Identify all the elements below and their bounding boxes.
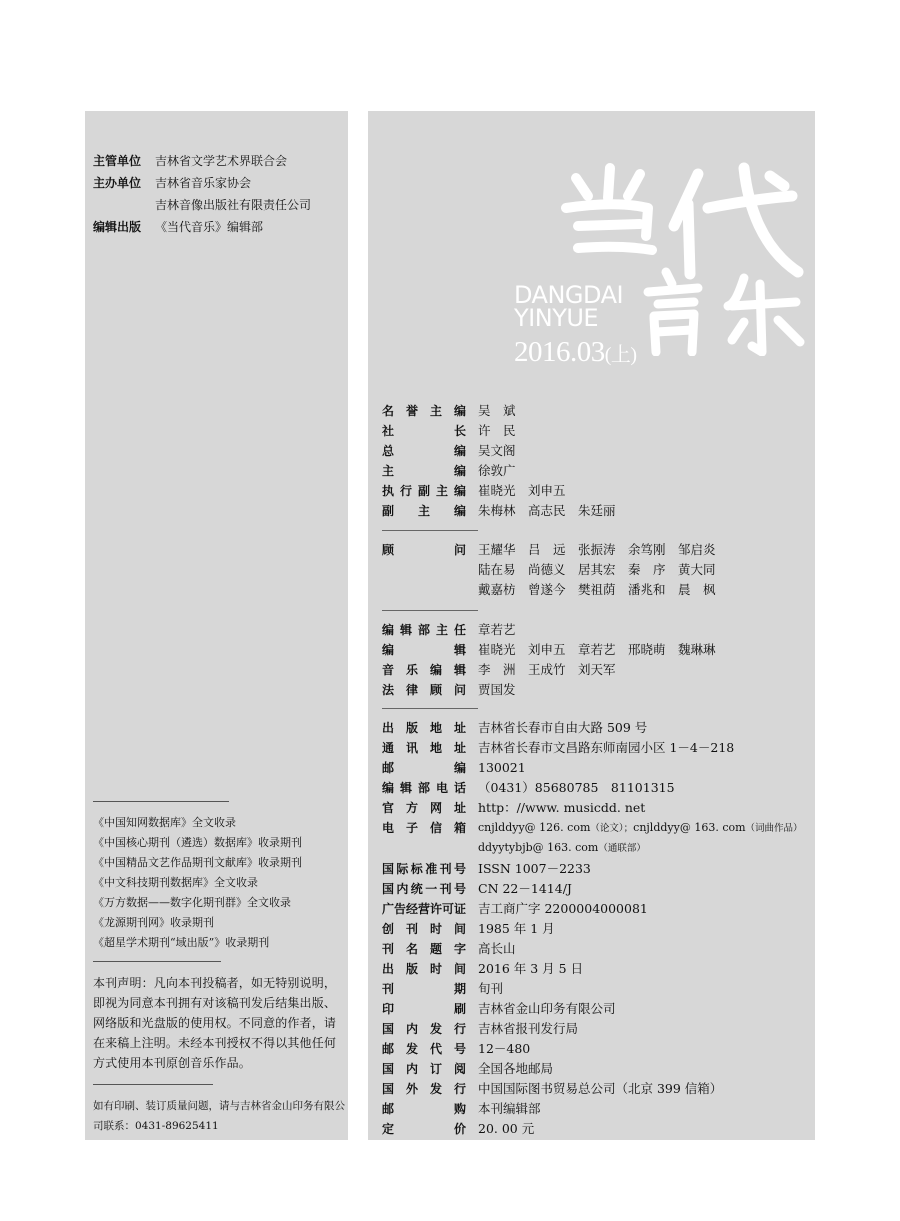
credit-value: ISSN 1007－2233 [478,861,591,876]
credit-value: 1985 年 1 月 [478,921,555,936]
credit-label: 社长 [382,424,466,438]
credit-value: 吴文阁 [478,443,516,458]
credit-value: 徐敦广 [478,463,516,478]
indexing-item: 《中国精品文艺作品期刊文献库》收录期刊 [93,856,302,869]
divider [382,610,478,611]
credit-label: 出版时间 [382,962,466,976]
credit-value: 20. 00 元 [478,1121,535,1136]
publisher-row [93,175,251,191]
credit-value: 吉林省长春市文昌路东师南园小区 1－4－218 [478,740,735,755]
credit-value: 章若艺 [478,622,516,637]
credit-label: 法律顾问 [382,683,466,697]
credit-label: 国际标准刊号 [382,862,466,876]
credit-value: 旬刊 [478,981,504,996]
masthead-panel [368,111,815,1140]
credit-value: 130021 [478,760,526,775]
credit-label: 邮购 [382,1102,466,1116]
email-link[interactable]: ddyytybjb@ 163. com [478,841,599,854]
credit-value: 许 民 [478,423,516,438]
advisor-line: 陆在易 尚德义 居其宏 秦 序 黄大同 [478,562,716,577]
credit-label: 定价 [382,1122,466,1136]
credit-value: 朱梅林 高志民 朱廷丽 [478,503,616,518]
credit-label: 编辑部主任 [382,623,466,637]
credit-label: 出版地址 [382,721,466,735]
credit-value: 吉工商广字 2200004000081 [478,901,648,916]
indexing-list [93,813,343,953]
email-note: （通联部） [598,843,646,854]
divider [93,801,229,802]
credit-label: 国外发行 [382,1082,466,1096]
credit-value: 吉林省金山印务有限公司 [478,1001,616,1016]
issue-date: 2016.03 [514,336,605,368]
indexing-item: 《中国知网数据库》全文收录 [93,816,236,829]
email-values [478,838,646,859]
credit-label: 编辑 [382,643,466,657]
email-note: （论文）； [590,823,634,834]
email-link[interactable]: cnjlddyy@ 163. com [633,821,746,834]
credit-label: 执行副主编 [382,484,466,498]
credit-label: 官方网址 [382,801,466,815]
credit-value: 高长山 [478,941,516,956]
credit-label: 创刊时间 [382,922,466,936]
credit-label: 国内订阅 [382,1062,466,1076]
credit-label: 编辑部电话 [382,781,466,795]
credit-value: 吴 斌 [478,403,516,418]
credit-label: 印刷 [382,1002,466,1016]
credit-value: 贾国发 [478,682,516,697]
indexing-item: 《中国核心期刊（遴选）数据库》收录期刊 [93,836,302,849]
credit-value: （0431）85680785 81101315 [478,780,675,795]
credit-value: 崔晓光 刘申五 [478,483,566,498]
credit-value: 吉林省长春市自由大路 509 号 [478,720,648,735]
publisher-value: 吉林省音乐家协会 [155,176,252,190]
email-link[interactable]: cnjlddyy@ 126. com [478,821,591,834]
indexing-item: 《万方数据——数字化期刊群》全文收录 [93,896,291,909]
publisher-row [93,197,311,213]
credit-label: 音乐编辑 [382,663,466,677]
publisher-row [93,219,263,235]
publisher-label: 主办单位 [93,176,142,190]
credit-value: 吉林省报刊发行局 [478,1021,579,1036]
credit-label: 刊期 [382,982,466,996]
email-note: （词曲作品） [745,823,803,834]
indexing-item: 《中文科技期刊数据库》全文收录 [93,876,258,889]
divider [382,708,478,709]
credit-label: 通讯地址 [382,741,466,755]
divider [93,1084,213,1085]
website-link[interactable]: http：//www. musicdd. net [478,800,646,815]
credit-value: 12－480 [478,1041,531,1056]
credit-value: 全国各地邮局 [478,1061,554,1076]
credit-label: 邮发代号 [382,1042,466,1056]
email-values [478,818,803,839]
print-quality-note: 如有印刷、装订质量问题，请与吉林省金山印务有限公司联系：0431-89625411 [93,1100,345,1132]
indexing-item: 《超星学术期刊“域出版”》收录期刊 [93,936,270,949]
credit-value: 2016 年 3 月 5 日 [478,961,584,976]
credit-label: 邮编 [382,761,466,775]
publisher-label: 编辑出版 [93,220,142,234]
copyright-statement: 本刊声明：凡向本刊投稿者，如无特别说明，即视为同意本刊拥有对该稿刊发后结集出版、网络版和光盘版的使用权。不同意的作者，请在来稿上注明。未经本刊授权不得以其他任何方式使用本刊原创音乐作品。 [93,976,337,1070]
credit-value: 崔晓光 刘申五 章若艺 邢晓萌 魏琳琳 [478,642,716,657]
credit-label: 国内发行 [382,1022,466,1036]
credit-value: CN 22－1414/J [478,881,572,896]
issue-suffix: (上) [604,344,637,366]
divider [382,530,478,531]
publisher-row [93,153,287,169]
divider [93,961,221,962]
publisher-value: 吉林音像出版社有限责任公司 [155,198,312,212]
masthead-latin-line2: YINYUE [514,304,599,332]
credit-label: 名誉主编 [382,404,466,418]
publisher-label: 主管单位 [93,154,142,168]
credit-label: 主编 [382,464,466,478]
credit-value: 李 洲 王成竹 刘天军 [478,662,616,677]
credit-label: 总编 [382,444,466,458]
advisor-line: 戴嘉枋 曾遂今 樊祖荫 潘兆和 晨 枫 [478,582,716,597]
credit-label: 广告经营许可证 [382,902,467,916]
indexing-item: 《龙源期刊网》收录期刊 [93,916,214,929]
issue-number [514,336,637,369]
credit-label: 刊名题字 [382,942,466,956]
credit-label: 副主编 [382,504,466,518]
credit-value: 本刊编辑部 [478,1101,541,1116]
advisor-line: 王耀华 吕 远 张振涛 余笃刚 邹启炎 [478,542,716,557]
credit-label: 顾问 [382,543,466,557]
publisher-value: 吉林省文学艺术界联合会 [155,154,288,168]
credit-value: 中国国际图书贸易总公司（北京 399 信箱） [478,1081,723,1096]
credit-label: 国内统一刊号 [382,882,466,896]
masthead-latin-line1: DANGDAI [514,281,624,309]
publisher-panel [85,111,348,1140]
publisher-value: 《当代音乐》编辑部 [155,220,264,234]
credit-label: 电子信箱 [382,821,466,835]
